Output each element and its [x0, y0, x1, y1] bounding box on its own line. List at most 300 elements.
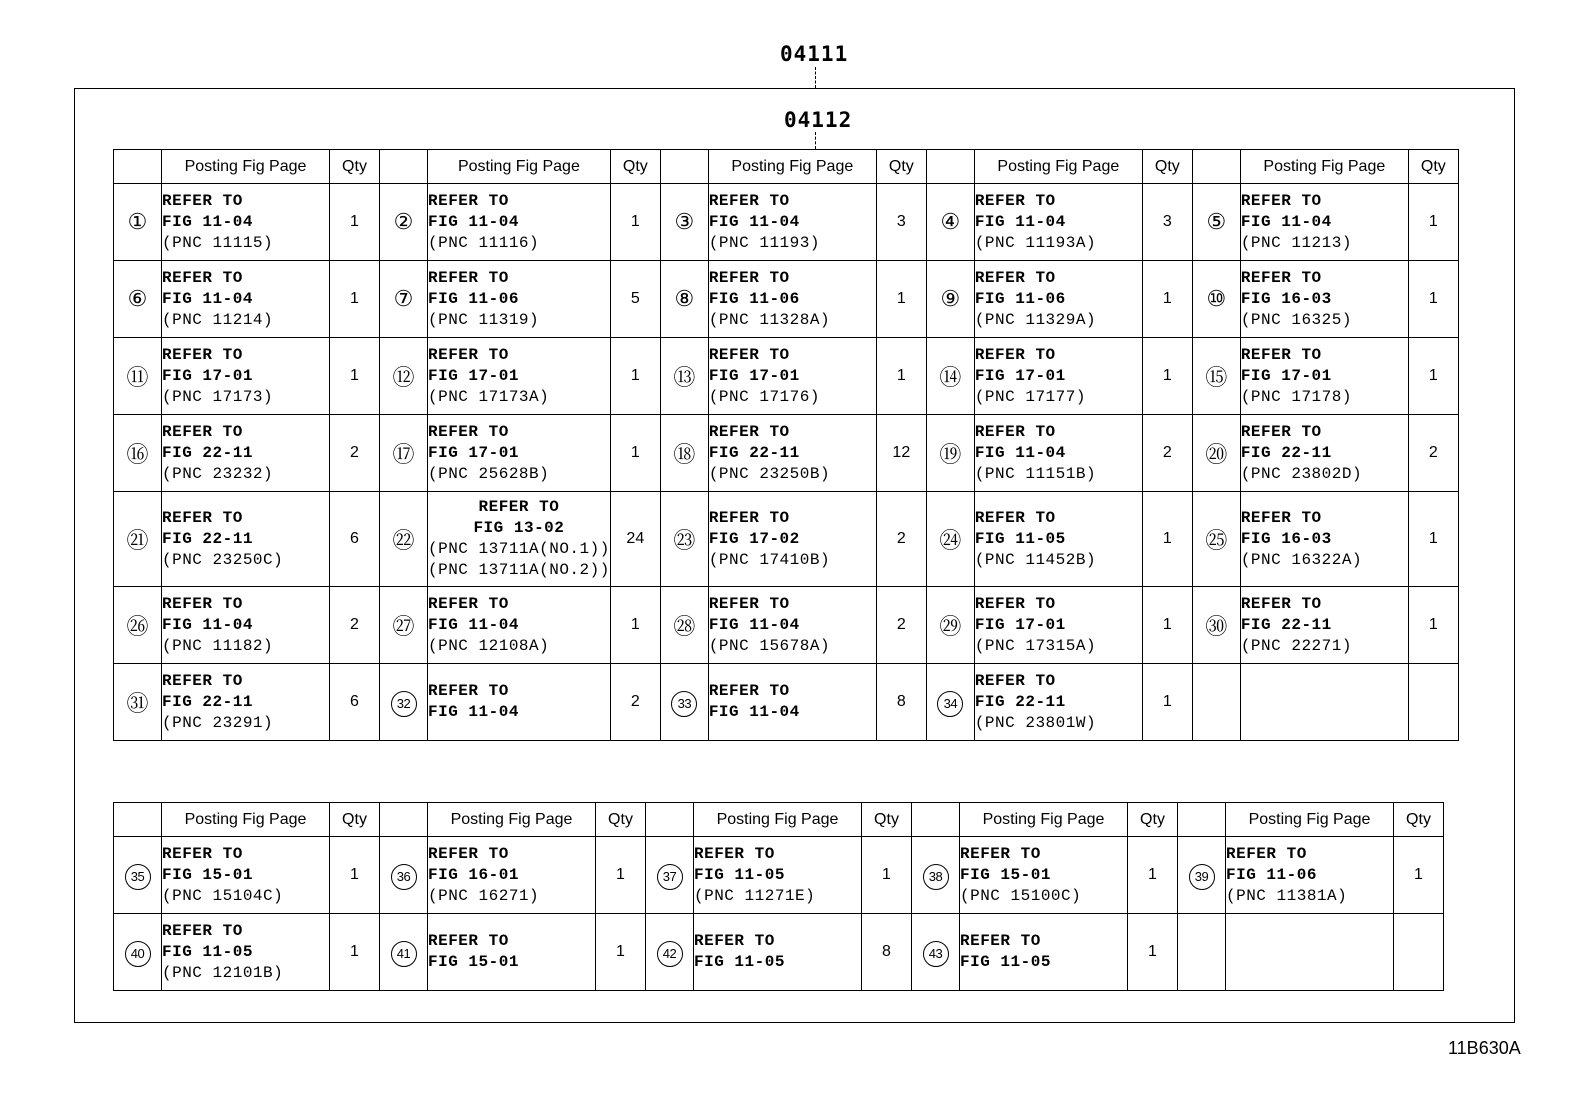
item-number: 39	[1189, 864, 1215, 890]
fig-ref-cell	[974, 261, 1142, 338]
fig-number: FIG 17-01	[708, 366, 800, 385]
item-number-cell	[660, 338, 708, 415]
item-number: 40	[125, 941, 151, 967]
item-number-cell	[1178, 837, 1226, 914]
item-number-cell	[660, 261, 708, 338]
pnc-number: (PNC 16271)	[428, 886, 540, 905]
refer-to-text: REFER TO	[708, 345, 790, 364]
fig-number: FIG 17-01	[428, 366, 519, 385]
pnc-number: (PNC 11213)	[1240, 233, 1352, 252]
header-fig-page: Posting Fig Page	[428, 803, 596, 837]
header-qty: Qty	[1394, 803, 1444, 837]
item-number-cell	[1192, 261, 1240, 338]
item-number-cell	[926, 587, 974, 664]
fig-number: FIG 11-04	[428, 703, 519, 721]
qty-cell	[876, 184, 926, 261]
qty-cell	[876, 261, 926, 338]
fig-ref-cell	[428, 492, 611, 587]
qty-value: 1	[1162, 530, 1172, 547]
fig-ref-cell	[162, 587, 330, 664]
qty-cell	[876, 492, 926, 587]
qty-cell	[610, 261, 660, 338]
qty-value: 1	[1162, 367, 1172, 384]
item-number: 32	[391, 691, 417, 717]
header-fig-page: Posting Fig Page	[162, 150, 330, 184]
qty-cell	[1394, 837, 1444, 914]
fig-number: FIG 11-04	[708, 212, 800, 231]
item-number-cell	[660, 664, 708, 741]
item-number-cell	[1192, 184, 1240, 261]
fig-number: FIG 16-01	[428, 865, 519, 884]
qty-value: 1	[1428, 616, 1438, 633]
fig-number: FIG 11-04	[428, 615, 519, 634]
pnc-number: (PNC 11319)	[428, 310, 540, 329]
header-blank-cell	[114, 150, 162, 184]
qty-cell	[1408, 587, 1458, 664]
qty-value: 2	[350, 444, 359, 461]
item-number: ㉕	[1205, 527, 1228, 553]
fig-ref-cell	[708, 415, 876, 492]
item-number-cell	[1192, 587, 1240, 664]
qty-value: 24	[626, 530, 645, 547]
refer-to-text: REFER TO	[974, 268, 1056, 287]
qty-value: 12	[892, 444, 911, 461]
item-number-cell	[926, 338, 974, 415]
fig-number: FIG 17-02	[708, 529, 800, 548]
item-number: ⑫	[392, 364, 415, 390]
refer-to-text: REFER TO	[162, 671, 243, 690]
qty-cell	[862, 914, 912, 991]
qty-value: 1	[1428, 367, 1438, 384]
fig-number: FIG 22-11	[162, 692, 253, 711]
refer-to-text: REFER TO	[162, 594, 243, 613]
fig-number: FIG 11-06	[428, 289, 519, 308]
fig-ref-cell	[1226, 914, 1394, 991]
fig-number: FIG 22-11	[974, 692, 1066, 711]
header-row	[114, 150, 1459, 184]
fig-number: FIG 17-01	[1240, 366, 1332, 385]
leader-line-04112	[815, 132, 816, 149]
refer-to-text: REFER TO	[162, 844, 243, 863]
refer-to-text: REFER TO	[1240, 345, 1322, 364]
pnc-number: (PNC 11193)	[708, 233, 820, 252]
item-number: ⑨	[940, 286, 961, 311]
header-blank-cell	[646, 803, 694, 837]
refer-to-text: REFER TO	[1240, 594, 1322, 613]
item-number: 34	[937, 691, 963, 717]
item-number-cell	[660, 415, 708, 492]
refer-to-text: REFER TO	[694, 844, 775, 863]
pnc-number: (PNC 11271E)	[694, 886, 816, 905]
qty-cell	[330, 261, 380, 338]
item-number: 41	[391, 941, 417, 967]
qty-value: 3	[896, 213, 906, 230]
item-number: ⑰	[392, 441, 415, 467]
fig-ref-cell	[428, 914, 596, 991]
pnc-number: (PNC 17177)	[974, 387, 1086, 406]
refer-to-text: REFER TO	[974, 508, 1056, 527]
refer-to-text: REFER TO	[1240, 508, 1322, 527]
refer-to-text: REFER TO	[694, 932, 775, 950]
fig-ref-cell	[708, 587, 876, 664]
item-number: 43	[923, 941, 949, 967]
qty-cell	[1408, 184, 1458, 261]
header-fig-page: Posting Fig Page	[960, 803, 1128, 837]
qty-value: 1	[896, 290, 906, 307]
table-row	[114, 914, 1444, 991]
fig-ref-cell	[974, 415, 1142, 492]
header-fig-page: Posting Fig Page	[428, 150, 611, 184]
refer-to-text: REFER TO	[974, 422, 1056, 441]
item-number: ⑤	[1206, 209, 1227, 234]
item-number: 42	[657, 941, 683, 967]
item-number-cell	[660, 184, 708, 261]
fig-number: FIG 11-06	[974, 289, 1066, 308]
item-number-cell	[114, 338, 162, 415]
qty-cell	[330, 338, 380, 415]
item-number: ⑬	[673, 364, 696, 390]
pnc-number: (PNC 23802D)	[1240, 464, 1363, 483]
item-number: ㉒	[392, 527, 415, 553]
pnc-number: (PNC 15100C)	[960, 886, 1082, 905]
fig-ref-cell	[974, 587, 1142, 664]
pnc-number: (PNC 23801W)	[974, 713, 1097, 732]
fig-number: FIG 11-05	[960, 953, 1051, 971]
item-number: ⑳	[1205, 441, 1228, 467]
pnc-number: (PNC 17176)	[708, 387, 820, 406]
refer-to-text: REFER TO	[162, 422, 243, 441]
refer-to-text: REFER TO	[708, 594, 790, 613]
qty-cell	[1142, 664, 1192, 741]
item-number-cell	[660, 492, 708, 587]
qty-value: 1	[630, 616, 640, 633]
fig-ref-cell	[1226, 837, 1394, 914]
item-number: ㉖	[126, 613, 149, 639]
table-row	[114, 184, 1459, 261]
pnc-number: (PNC 17173A)	[428, 387, 550, 406]
item-number: ④	[940, 209, 961, 234]
header-qty: Qty	[1142, 150, 1192, 184]
refer-to-text: REFER TO	[960, 844, 1041, 863]
fig-number: FIG 11-04	[708, 615, 800, 634]
qty-cell	[330, 914, 380, 991]
refer-to-text: REFER TO	[428, 268, 509, 287]
illustration-code: 11B630A	[1448, 1038, 1521, 1058]
qty-cell	[610, 492, 660, 587]
qty-value: 2	[1162, 444, 1172, 461]
posting-table-2	[113, 802, 1444, 991]
item-number-cell	[1192, 415, 1240, 492]
refer-to-text: REFER TO	[708, 191, 790, 210]
pnc-number: (PNC 11329A)	[974, 310, 1097, 329]
qty-value: 1	[1414, 866, 1423, 883]
fig-ref-cell	[162, 338, 330, 415]
refer-to-text: REFER TO	[708, 268, 790, 287]
table-row	[114, 492, 1459, 587]
fig-number: FIG 17-01	[974, 366, 1066, 385]
qty-value: 1	[1162, 616, 1172, 633]
fig-number: FIG 11-04	[974, 212, 1066, 231]
fig-ref-cell	[694, 914, 862, 991]
header-qty: Qty	[610, 150, 660, 184]
pnc-number: (PNC 12108A)	[428, 636, 550, 655]
qty-value: 3	[1162, 213, 1172, 230]
fig-number: FIG 11-06	[708, 289, 800, 308]
qty-value: 8	[896, 693, 906, 710]
table-row	[114, 261, 1459, 338]
item-number: 36	[391, 864, 417, 890]
item-number: ⑭	[939, 364, 962, 390]
qty-value: 1	[1428, 290, 1438, 307]
item-number: ㉘	[673, 613, 696, 639]
refer-to-text: REFER TO	[428, 682, 509, 700]
refer-to-text: REFER TO	[1240, 268, 1322, 287]
fig-ref-cell	[974, 338, 1142, 415]
item-number: ②	[393, 209, 414, 234]
table-row	[114, 664, 1459, 741]
item-number: ⑮	[1205, 364, 1228, 390]
item-number: ㉙	[939, 613, 962, 639]
fig-number: FIG 17-01	[428, 443, 519, 462]
fig-number: FIG 22-11	[162, 443, 253, 462]
table-row	[114, 338, 1459, 415]
pnc-number: (PNC 11452B)	[974, 550, 1097, 569]
fig-number: FIG 16-03	[1240, 289, 1332, 308]
pnc-number: (PNC 11151B)	[974, 464, 1097, 483]
qty-value: 1	[630, 367, 640, 384]
qty-value: 2	[896, 616, 906, 633]
item-number: ㉑	[126, 527, 149, 553]
item-number-cell	[926, 261, 974, 338]
qty-cell	[1408, 492, 1458, 587]
fig-number: FIG 13-02	[473, 519, 565, 537]
refer-to-text: REFER TO	[428, 932, 509, 950]
fig-ref-cell	[162, 914, 330, 991]
qty-cell	[610, 664, 660, 741]
item-number-cell	[380, 184, 428, 261]
fig-number: FIG 22-11	[1240, 615, 1332, 634]
item-number: ⑲	[939, 441, 962, 467]
qty-cell	[862, 837, 912, 914]
header-fig-page: Posting Fig Page	[1226, 803, 1394, 837]
fig-ref-cell	[694, 837, 862, 914]
qty-value: 1	[350, 943, 359, 960]
fig-ref-cell	[428, 261, 611, 338]
item-number: ㉗	[392, 613, 415, 639]
pnc-number: (PNC 11193A)	[974, 233, 1097, 252]
qty-value: 1	[882, 866, 891, 883]
pnc-number: (PNC 16322A)	[1240, 550, 1363, 569]
item-number-cell	[912, 914, 960, 991]
qty-value: 6	[350, 693, 359, 710]
header-qty: Qty	[1408, 150, 1458, 184]
fig-number: FIG 11-05	[974, 529, 1066, 548]
item-number: ③	[674, 209, 695, 234]
item-number-cell	[380, 914, 428, 991]
item-number: 35	[125, 864, 151, 890]
fig-ref-cell	[960, 914, 1128, 991]
item-number-cell	[114, 837, 162, 914]
qty-cell	[876, 664, 926, 741]
qty-value: 6	[350, 530, 359, 547]
qty-cell	[1128, 837, 1178, 914]
header-blank-cell	[660, 150, 708, 184]
qty-value: 1	[350, 866, 359, 883]
qty-value: 1	[1162, 290, 1172, 307]
qty-value: 8	[882, 943, 891, 960]
header-fig-page: Posting Fig Page	[708, 150, 876, 184]
fig-number: FIG 11-04	[428, 212, 519, 231]
qty-value: 2	[350, 616, 359, 633]
fig-ref-cell	[162, 184, 330, 261]
header-fig-page: Posting Fig Page	[162, 803, 330, 837]
qty-cell	[1408, 261, 1458, 338]
fig-ref-cell	[1240, 587, 1408, 664]
fig-number: FIG 22-11	[162, 529, 253, 548]
refer-to-text: REFER TO	[960, 932, 1041, 950]
fig-ref-cell	[162, 261, 330, 338]
qty-value: 1	[896, 367, 906, 384]
pnc-number: (PNC 11116)	[428, 233, 540, 252]
qty-value: 2	[630, 693, 640, 710]
item-number-cell	[646, 914, 694, 991]
qty-cell	[876, 587, 926, 664]
refer-to-text: REFER TO	[708, 422, 790, 441]
item-number: ⑱	[673, 441, 696, 467]
refer-to-text: REFER TO	[974, 594, 1056, 613]
table-row	[114, 415, 1459, 492]
fig-ref-cell	[708, 492, 876, 587]
table-row	[114, 587, 1459, 664]
qty-cell	[1408, 338, 1458, 415]
pnc-number: (PNC 17178)	[1240, 387, 1352, 406]
qty-cell	[330, 837, 380, 914]
fig-ref-cell	[1240, 664, 1408, 741]
qty-cell	[1142, 261, 1192, 338]
refer-to-text: REFER TO	[478, 498, 560, 516]
qty-cell	[1142, 184, 1192, 261]
item-number-cell	[646, 837, 694, 914]
qty-cell	[596, 914, 646, 991]
fig-number: FIG 16-03	[1240, 529, 1332, 548]
posting-table-1	[113, 149, 1459, 741]
fig-ref-cell	[960, 837, 1128, 914]
header-fig-page: Posting Fig Page	[694, 803, 862, 837]
qty-value: 5	[630, 290, 640, 307]
qty-value: 1	[350, 213, 359, 230]
item-number-cell	[926, 664, 974, 741]
fig-ref-cell	[428, 837, 596, 914]
item-number-cell	[380, 587, 428, 664]
item-number: ⑧	[674, 286, 695, 311]
fig-number: FIG 15-01	[960, 865, 1051, 884]
item-number-cell	[926, 184, 974, 261]
qty-cell	[330, 415, 380, 492]
header-qty: Qty	[330, 803, 380, 837]
refer-to-text: REFER TO	[974, 191, 1056, 210]
qty-cell	[876, 415, 926, 492]
pnc-number: (PNC 23232)	[162, 464, 274, 483]
qty-cell	[596, 837, 646, 914]
refer-to-text: REFER TO	[428, 191, 509, 210]
item-number: ㉓	[673, 527, 696, 553]
item-number: 33	[671, 691, 697, 717]
leader-line-04111	[815, 67, 816, 88]
fig-ref-cell	[1240, 338, 1408, 415]
pnc-number: (PNC 15678A)	[708, 636, 831, 655]
item-number-cell	[114, 914, 162, 991]
refer-to-text: REFER TO	[1226, 844, 1307, 863]
item-number-cell	[380, 415, 428, 492]
item-number: ⑦	[393, 286, 414, 311]
pnc-number: (PNC 23250C)	[162, 550, 284, 569]
pnc-number: (PNC 17173)	[162, 387, 274, 406]
refer-to-text: REFER TO	[162, 345, 243, 364]
group-label-04112: 04112	[784, 108, 853, 132]
pnc-number: (PNC 15104C)	[162, 886, 284, 905]
item-number-cell	[1192, 664, 1240, 741]
header-blank-cell	[380, 150, 428, 184]
fig-number: FIG 17-01	[162, 366, 253, 385]
item-number-cell	[114, 587, 162, 664]
fig-number: FIG 11-04	[162, 615, 253, 634]
qty-value: 1	[1148, 943, 1157, 960]
qty-cell	[1142, 587, 1192, 664]
item-number: ㉚	[1205, 613, 1228, 639]
fig-ref-cell	[708, 261, 876, 338]
qty-value: 1	[630, 444, 640, 461]
group-label-04111: 04111	[780, 42, 849, 66]
item-number-cell	[380, 664, 428, 741]
qty-value: 2	[896, 530, 906, 547]
item-number-cell	[912, 837, 960, 914]
qty-value: 1	[616, 866, 625, 883]
item-number-cell	[380, 261, 428, 338]
fig-ref-cell	[428, 587, 611, 664]
fig-number: FIG 15-01	[428, 953, 519, 971]
item-number-cell	[380, 492, 428, 587]
qty-cell	[330, 587, 380, 664]
item-number: ⑪	[126, 364, 149, 390]
qty-value: 1	[350, 290, 359, 307]
refer-to-text: REFER TO	[428, 422, 509, 441]
qty-cell	[610, 338, 660, 415]
refer-to-text: REFER TO	[428, 345, 509, 364]
item-number-cell	[114, 492, 162, 587]
item-number-cell	[1192, 492, 1240, 587]
refer-to-text: REFER TO	[162, 268, 243, 287]
fig-ref-cell	[162, 837, 330, 914]
item-number-cell	[660, 587, 708, 664]
refer-to-text: REFER TO	[428, 594, 509, 613]
fig-ref-cell	[974, 664, 1142, 741]
item-number-cell	[1178, 914, 1226, 991]
qty-value: 1	[1428, 213, 1438, 230]
table-row	[114, 837, 1444, 914]
fig-number: FIG 11-04	[162, 289, 253, 308]
qty-value: 1	[630, 213, 640, 230]
qty-value: 1	[1428, 530, 1438, 547]
item-number: ㉛	[126, 690, 149, 716]
header-blank-cell	[912, 803, 960, 837]
fig-number: FIG 11-06	[1226, 865, 1317, 884]
qty-cell	[1128, 914, 1178, 991]
pnc-number: (PNC 11182)	[162, 636, 274, 655]
fig-number: FIG 11-04	[708, 703, 800, 721]
item-number-cell	[1192, 338, 1240, 415]
header-blank-cell	[1192, 150, 1240, 184]
item-number-cell	[380, 837, 428, 914]
